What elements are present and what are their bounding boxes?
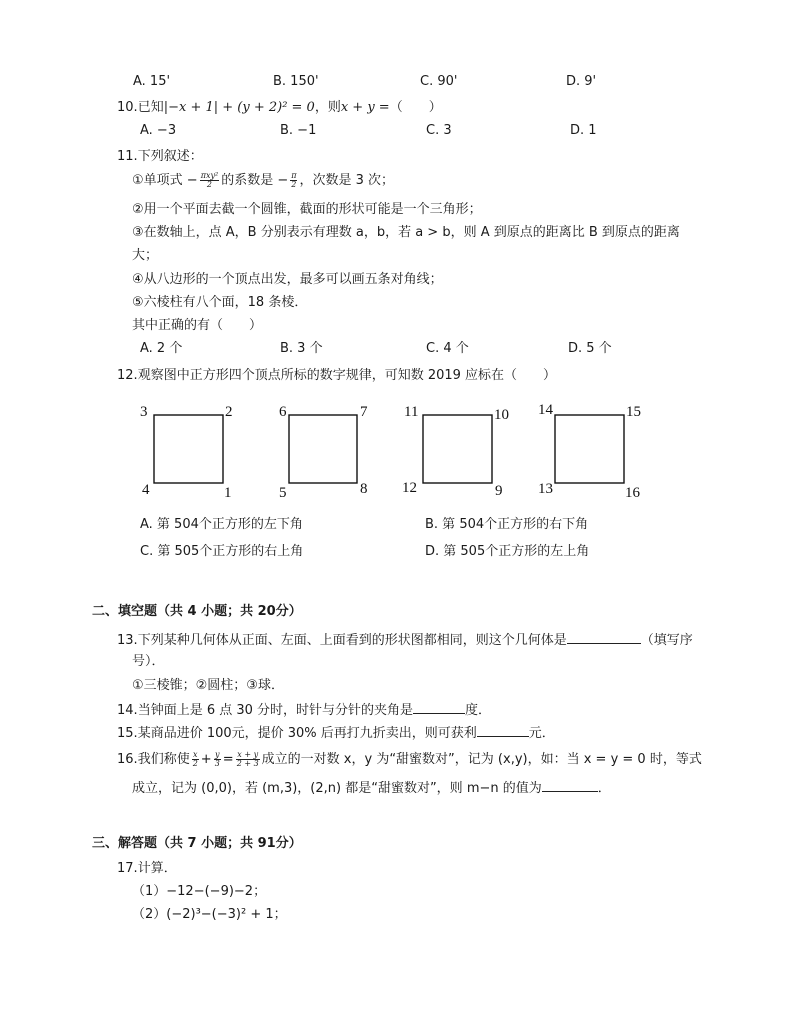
- fraction: [236, 751, 260, 768]
- question-number: 17.: [117, 861, 138, 876]
- section-solve-title: 三、解答题（共 7 小题；共 91分）: [92, 836, 302, 851]
- q10-option-b: B. −1: [280, 123, 317, 138]
- square-3-bottom-right: 9: [495, 483, 503, 499]
- q11-question: 其中正确的有（ ）: [132, 318, 263, 333]
- q10-option-d: D. 1: [570, 123, 597, 138]
- q12-option-b: B. 第 504个正方形的右下角: [425, 517, 589, 532]
- fraction-denominator: 2 + 3: [236, 759, 259, 768]
- fraction-numerator: πxy²: [200, 171, 219, 180]
- q13-line2: 号）．: [132, 654, 165, 669]
- q16-line2-prefix: 成立，记为 (0,0)，若 (m,3)，(2,n) 都是“甜蜜数对”，则 m−n 的值为: [132, 781, 542, 796]
- q10-paren: （ ）: [389, 100, 442, 115]
- square-1-bottom-right: 1: [224, 485, 232, 501]
- square-4-top-left: 14: [538, 402, 553, 418]
- q11-statement-2: ②用一个平面去截一个圆锥，截面的形状可能是一个三角形；: [132, 202, 482, 217]
- fraction-denominator: 2: [192, 759, 198, 768]
- section-fill-in-title: 二、填空题（共 4 小题；共 20分）: [92, 604, 302, 619]
- square-4: [538, 402, 641, 501]
- q10-question: [117, 100, 442, 116]
- q9-option-c: C. 90': [420, 74, 458, 89]
- q13-question: [117, 631, 693, 649]
- question-number: 14.: [117, 703, 138, 718]
- fraction: [290, 172, 297, 189]
- square-1: [140, 404, 233, 501]
- square-1-top-left: 3: [140, 404, 148, 420]
- q10-target: x + y =: [340, 100, 390, 115]
- question-number: 16.: [117, 752, 138, 767]
- q16-a: 我们称使: [137, 752, 190, 767]
- q10-suffix: ，则: [314, 100, 341, 115]
- q15-prefix: 某商品进价 100元，提价 30% 后再打九折卖出，则可获利: [137, 726, 477, 741]
- fraction: [192, 751, 199, 768]
- q11-option-c: C. 4 个: [426, 341, 469, 356]
- q11-statement-3-cont: 大；: [132, 248, 159, 263]
- square-3-bottom-left: 12: [402, 480, 417, 496]
- q13-line1: 下列某种几何体从正面、左面、上面看到的形状图都相同，则这个几何体是: [137, 633, 567, 648]
- q12-text: 观察图中正方形四个顶点所标的数字规律，可知数 2019 应标在（ ）: [137, 368, 557, 383]
- s1-suffix: ，次数是 3 次；: [299, 173, 395, 188]
- q17-title-text: 计算．: [137, 861, 177, 876]
- fraction-numerator: y: [214, 750, 220, 759]
- fraction-denominator: 2: [291, 180, 297, 189]
- question-number: 10.: [117, 100, 138, 115]
- fraction-numerator: x: [192, 750, 198, 759]
- q17-part-1: （1）−12−(−9)−2；: [132, 884, 267, 899]
- q11-statement-3: ③在数轴上，点 A，B 分别表示有理数 a，b，若 a > b，则 A 到原点的距离比 B 到原点的距离: [132, 225, 680, 240]
- square-2-top-left: 6: [279, 404, 287, 420]
- q11-statement-1: [132, 172, 394, 189]
- q12-option-c: C. 第 505个正方形的右上角: [140, 544, 304, 559]
- q11-statement-5: ⑤六棱柱有八个面，18 条棱．: [132, 295, 308, 310]
- equals-sign: =: [222, 752, 234, 767]
- fraction: [200, 172, 220, 189]
- q11-option-d: D. 5 个: [568, 341, 612, 356]
- fraction-denominator: 2: [206, 180, 212, 189]
- square-2-bottom-right: 8: [360, 481, 368, 497]
- square-outline: [289, 415, 357, 483]
- square-2: [279, 404, 368, 501]
- question-number: 13.: [117, 633, 138, 648]
- q14-suffix: 度．: [465, 703, 492, 718]
- square-1-top-right: 2: [225, 404, 233, 420]
- q9-option-b: B. 150': [273, 74, 319, 89]
- answer-blank[interactable]: [542, 779, 598, 792]
- square-4-bottom-right: 16: [625, 485, 640, 501]
- q10-prefix: 已知: [137, 100, 164, 115]
- q17-title: [117, 861, 177, 877]
- question-number: 15.: [117, 726, 138, 741]
- fraction-numerator: x + y: [237, 750, 259, 759]
- s1-mid: 的系数是 −: [221, 173, 289, 188]
- answer-blank[interactable]: [413, 701, 465, 714]
- fraction: [214, 751, 221, 768]
- s1-prefix: ①单项式 −: [132, 173, 198, 188]
- square-outline: [154, 415, 223, 483]
- square-2-bottom-left: 5: [279, 485, 287, 501]
- square-3-top-right: 10: [494, 407, 509, 423]
- q11-title-text: 下列叙述：: [137, 149, 203, 164]
- q13-options: ①三棱锥；②圆柱；③球．: [132, 678, 284, 693]
- square-1-bottom-left: 4: [142, 482, 150, 498]
- square-2-top-right: 7: [360, 404, 368, 420]
- square-3-top-left: 11: [404, 404, 419, 420]
- q14-prefix: 当钟面上是 6 点 30 分时，时针与分针的夹角是: [137, 703, 414, 718]
- q10-option-c: C. 3: [426, 123, 452, 138]
- q16-b: 成立的一对数 x，y 为“甜蜜数对”，记为 (x,y)，如：当 x = y = 0 时，等式: [261, 752, 702, 767]
- q11-statement-4: ④从八边形的一个顶点出发，最多可以画五条对角线；: [132, 272, 443, 287]
- q12-option-d: D. 第 505个正方形的左上角: [425, 544, 590, 559]
- q16-question: [117, 751, 702, 768]
- q13-line1-end: （填写序: [640, 633, 693, 648]
- squares-figure: [0, 400, 794, 505]
- fraction-denominator: 3: [214, 759, 220, 768]
- q11-option-a: A. 2 个: [140, 341, 183, 356]
- q17-part-2: （2）(−2)³−(−3)² + 1；: [132, 907, 287, 922]
- q15-question: [117, 724, 555, 742]
- answer-blank[interactable]: [477, 724, 529, 737]
- question-number: 11.: [117, 149, 138, 164]
- square-3: [402, 404, 509, 499]
- q11-title: [117, 149, 203, 165]
- q12-option-a: A. 第 504个正方形的左下角: [140, 517, 303, 532]
- answer-blank[interactable]: [567, 631, 641, 644]
- q10-equation: |−x + 1| + (y + 2)² = 0: [163, 100, 315, 115]
- q9-option-a: A. 15': [133, 74, 171, 89]
- q16-line2: [132, 779, 611, 797]
- q15-suffix: 元．: [528, 726, 555, 741]
- fraction-numerator: π: [291, 171, 297, 180]
- question-number: 12.: [117, 368, 138, 383]
- plus-sign: +: [200, 752, 212, 767]
- square-4-top-right: 15: [626, 404, 641, 420]
- square-outline: [423, 415, 492, 483]
- q12-question: [117, 368, 556, 384]
- q14-question: [117, 701, 491, 719]
- square-4-bottom-left: 13: [538, 481, 553, 497]
- q9-option-d: D. 9': [566, 74, 597, 89]
- q10-option-a: A. −3: [140, 123, 177, 138]
- q11-option-b: B. 3 个: [280, 341, 323, 356]
- square-outline: [555, 415, 624, 483]
- q16-line2-suffix: ．: [597, 781, 611, 796]
